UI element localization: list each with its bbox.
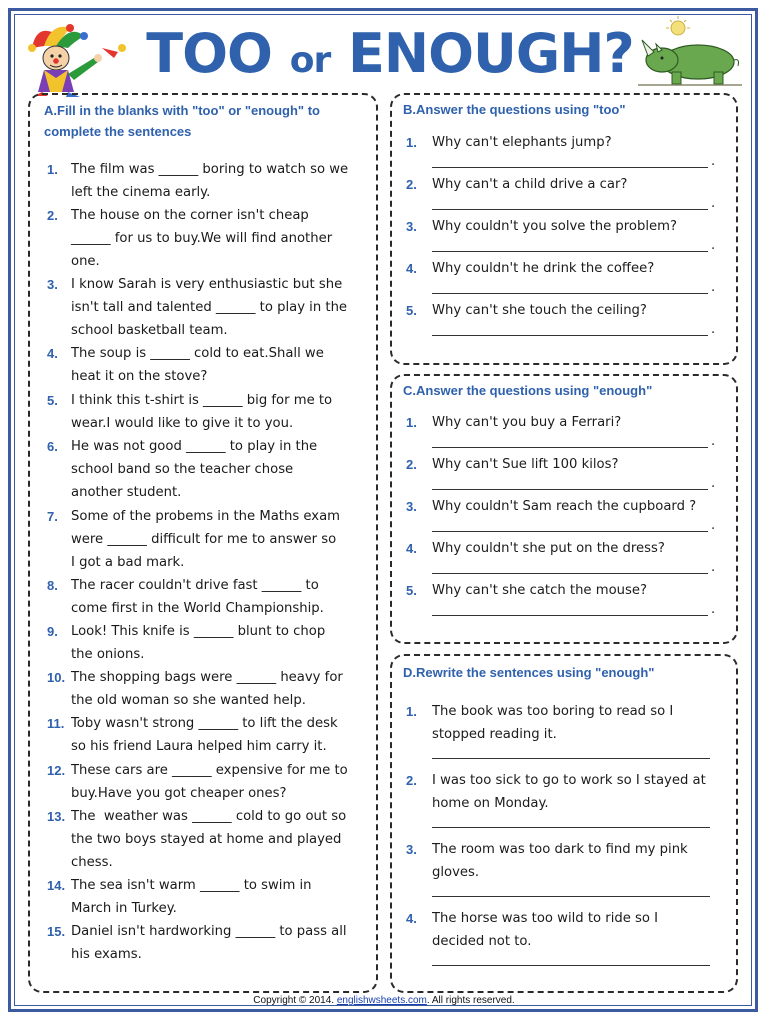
question-text: Why can't she touch the ceiling? — [432, 303, 647, 318]
question-number: 1. — [406, 415, 417, 430]
question-item — [402, 581, 722, 621]
line-period: . — [711, 154, 716, 169]
question-number: 4. — [406, 261, 417, 276]
item-text: The soup is ______ cold to eat.Shall we heat it on the stove? — [71, 346, 324, 384]
question-text: Why couldn't you solve the problem? — [432, 219, 677, 234]
question-text: Why can't elephants jump? — [432, 135, 612, 150]
item-text: The sea isn't warm ______ to swim in March in Turkey. — [71, 878, 312, 916]
answer-line[interactable] — [432, 896, 710, 897]
item-text: I know Sarah is very enthusiastic but she isn't tall and talented ______ to play in the school basketball team. — [71, 277, 348, 338]
rewrite-item — [402, 838, 722, 900]
answer-line[interactable] — [432, 615, 708, 616]
item-text: He was not good ______ to play in the school band so the teacher chose another student. — [71, 439, 318, 500]
item-number: 9. — [47, 624, 58, 639]
answer-line[interactable] — [432, 335, 708, 336]
line-period: . — [711, 518, 716, 533]
rewrite-item — [402, 769, 722, 831]
question-item — [402, 133, 722, 173]
question-item — [402, 301, 722, 341]
question-text: Why couldn't he drink the coffee? — [432, 261, 655, 276]
rewrite-text: I was too sick to go to work so I stayed at home on Monday. — [432, 773, 706, 811]
answer-line[interactable] — [432, 489, 708, 490]
question-number: 5. — [406, 303, 417, 318]
line-period: . — [711, 280, 716, 295]
rewrite-number: 4. — [406, 911, 417, 926]
item-text: Daniel isn't hardworking ______ to pass all his exams. — [71, 924, 347, 962]
question-item — [402, 539, 722, 579]
section-a-heading-1: A.Fill in the blanks with "too" or "enough" to — [44, 103, 320, 118]
item-number: 11. — [47, 716, 65, 731]
item-number: 3. — [47, 277, 58, 292]
item-number: 4. — [47, 346, 58, 361]
rewrite-number: 2. — [406, 773, 417, 788]
page-title — [130, 22, 650, 88]
item-number: 14. — [47, 878, 66, 893]
title-or: or — [289, 40, 331, 81]
answer-line[interactable] — [432, 209, 708, 210]
item-text: The racer couldn't drive fast ______ to come first in the World Championship. — [71, 578, 324, 616]
answer-line[interactable] — [432, 251, 708, 252]
item-text: The film was ______ boring to watch so we left the cinema early. — [71, 162, 349, 200]
rewrite-number: 1. — [406, 704, 417, 719]
item-text: Toby wasn't strong ______ to lift the desk so his friend Laura helped him carry it. — [71, 716, 338, 754]
footer-prefix: Copyright © 2014. — [253, 995, 337, 1006]
question-text: Why can't she catch the mouse? — [432, 583, 647, 598]
answer-line[interactable] — [432, 531, 708, 532]
question-number: 2. — [406, 177, 417, 192]
item-number: 12. — [47, 763, 66, 778]
item-text: The weather was ______ cold to go out so the two boys stayed at home and played chess. — [71, 809, 347, 870]
rewrite-text: The book was too boring to read so I stopped reading it. — [432, 704, 674, 742]
answer-line[interactable] — [432, 573, 708, 574]
item-number: 2. — [47, 208, 58, 223]
answer-line[interactable] — [432, 167, 708, 168]
question-number: 3. — [406, 499, 417, 514]
question-text: Why can't Sue lift 100 kilos? — [432, 457, 619, 472]
title-too: TOO — [146, 22, 290, 85]
question-item — [402, 455, 722, 495]
line-period: . — [711, 560, 716, 575]
question-item — [402, 497, 722, 537]
question-item — [402, 413, 722, 453]
item-number: 7. — [47, 509, 58, 524]
section-a-heading-2: complete the sentences — [44, 124, 192, 139]
line-period: . — [711, 238, 716, 253]
item-text: Some of the probems in the Maths exam were ______ difficult for me to answer so I got a bad mark. — [71, 509, 341, 570]
line-period: . — [711, 602, 716, 617]
question-item — [402, 217, 722, 257]
question-text: Why couldn't she put on the dress? — [432, 541, 665, 556]
footer-link[interactable]: englishwsheets.com — [336, 995, 427, 1006]
title-enough: ENOUGH? — [330, 22, 634, 85]
footer-copyright — [0, 995, 768, 1006]
answer-line[interactable] — [432, 447, 708, 448]
item-text: These cars are ______ expensive for me to buy.Have you got cheaper ones? — [71, 763, 348, 801]
question-text: Why can't a child drive a car? — [432, 177, 628, 192]
item-number: 13. — [47, 809, 66, 824]
item-text: The house on the corner isn't cheap ______ for us to buy.We will find another one. — [71, 208, 333, 269]
item-number: 8. — [47, 578, 58, 593]
footer-suffix: . All rights reserved. — [426, 995, 515, 1006]
question-number: 2. — [406, 457, 417, 472]
question-item — [402, 175, 722, 215]
rewrite-item — [402, 907, 722, 969]
question-item — [402, 259, 722, 299]
answer-line[interactable] — [432, 758, 710, 759]
line-period: . — [711, 434, 716, 449]
answer-line[interactable] — [432, 293, 708, 294]
section-b-heading: B.Answer the questions using "too" — [403, 102, 626, 117]
rewrite-item — [402, 700, 722, 762]
rewrite-text: The room was too dark to find my pink gloves. — [432, 842, 688, 880]
answer-line[interactable] — [432, 965, 710, 966]
item-text: The shopping bags were ______ heavy for the old woman so she wanted help. — [71, 670, 343, 708]
question-number: 3. — [406, 219, 417, 234]
item-number: 1. — [47, 162, 58, 177]
item-number: 6. — [47, 439, 58, 454]
rewrite-number: 3. — [406, 842, 417, 857]
section-c-heading: C.Answer the questions using "enough" — [403, 383, 653, 398]
jester-clipart — [22, 18, 134, 98]
rhino-clipart — [638, 16, 742, 88]
question-text: Why can't you buy a Ferrari? — [432, 415, 622, 430]
question-number: 1. — [406, 135, 417, 150]
answer-line[interactable] — [432, 827, 710, 828]
question-text: Why couldn't Sam reach the cupboard ? — [432, 499, 697, 514]
item-text: I think this t-shirt is ______ big for me to wear.I would like to give it to you. — [71, 393, 333, 431]
item-text: Look! This knife is ______ blunt to chop the onions. — [71, 624, 326, 662]
section-d-heading: D.Rewrite the sentences using "enough" — [403, 665, 655, 680]
question-number: 4. — [406, 541, 417, 556]
item-number: 10. — [47, 670, 66, 685]
item-number: 15. — [47, 924, 66, 939]
line-period: . — [711, 322, 716, 337]
line-period: . — [711, 196, 716, 211]
item-number: 5. — [47, 393, 58, 408]
line-period: . — [711, 476, 716, 491]
question-number: 5. — [406, 583, 417, 598]
rewrite-text: The horse was too wild to ride so I decided not to. — [432, 911, 659, 949]
